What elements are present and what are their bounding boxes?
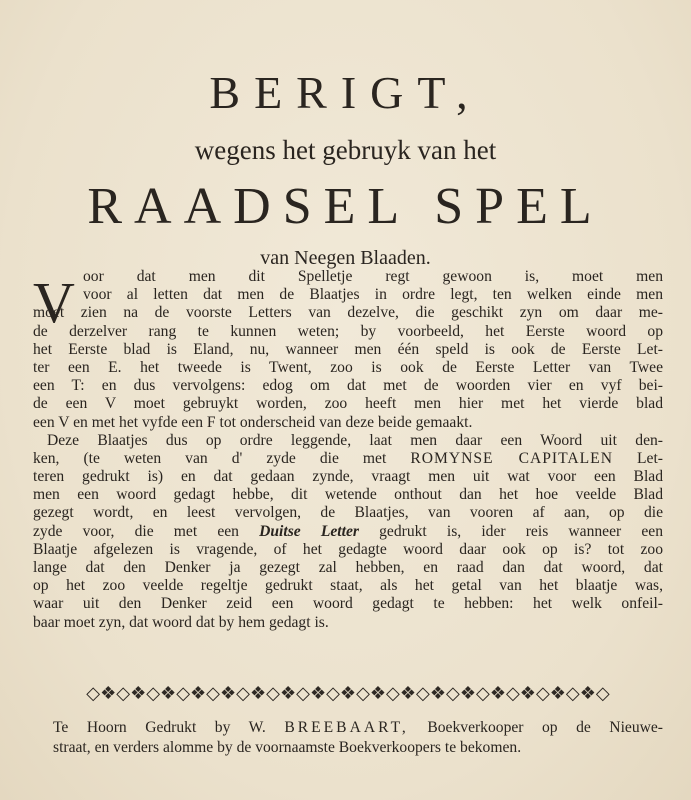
text-line: lange dat den Denker ja gezegt zal hebben, en raad dan dat woord, dat [33, 559, 663, 576]
text-line: baar moet zyn, dat woord dat by hem gedagt is. [33, 613, 329, 631]
main-title: RAADSEL SPEL [87, 178, 604, 235]
text-line [33, 450, 663, 468]
text-line: waar uit den Denker zeid een woord gedagt te hebben: het welk onfeil- [33, 595, 663, 613]
text-line: de een V moet gebruykt worden, zoo heeft men hier met het vierde blad [33, 395, 663, 413]
document-title: BERIGT, [209, 67, 482, 118]
text-fragment: gedrukt is, ider reis wanneer een [379, 522, 664, 540]
blackletter-text: Duitse Letter [259, 522, 359, 540]
text-fragment: Boekverkooper op de Nieuwe- [427, 719, 663, 736]
text-line: Blaatje afgelezen is vragende, of het gedagte woord daar ook op is? tot zoo [33, 540, 663, 558]
text-line: een T: en dus vervolgens: edog om dat met de woorden vier en vyf bei- [33, 377, 663, 395]
text-line: gezegt wordt, en leest vervolgen, de Blaatjes, van vooren af aan, op die [33, 504, 663, 522]
text-fragment: ken, (te weten van d' zyde die met [33, 449, 387, 467]
text-fragment: zyde voor, die met een [33, 522, 239, 540]
text-line: moet zien na de voorste Letters van dezelve, die geschikt zyn om daar me- [33, 304, 663, 322]
text-line: een V en met het vyfde een F tot onderscheid van deze beide gemaakt. [33, 413, 473, 431]
text-line: teren gedrukt is) en dat gedaan zynde, vraagt men uit wat voor een Blad [33, 468, 663, 486]
text-line: het Eerste blad is Eland, nu, wanneer men één speld is ook de Eerste Let- [33, 340, 663, 358]
ornament-divider: ◇❖◇❖◇❖◇❖◇❖◇❖◇❖◇❖◇❖◇❖◇❖◇❖◇❖◇❖◇❖◇❖◇❖◇ [86, 683, 610, 703]
text-line: de derzelver rang te kunnen weten; by voorbeeld, het Eerste woord op [33, 322, 663, 340]
text-line: Deze Blaatjes dus op ordre leggende, laat men daar een Woord uit den- [47, 431, 663, 449]
text-line: oor dat men dit Spelletje regt gewoon is, moet men [83, 268, 663, 285]
text-line [33, 523, 663, 541]
body-text [33, 268, 663, 632]
drop-cap: V [33, 270, 75, 335]
imprint-line [33, 718, 663, 738]
secondary-subtitle: van Neegen Blaaden. [260, 247, 431, 269]
text-fragment: Let- [637, 449, 663, 467]
roman-capitals-text: ROMYNSE CAPITALEN [410, 449, 613, 467]
text-line: men een woord gedagt hebbe, dit wetende onthout dan het hoe veelde Blad [33, 486, 663, 504]
printer-name: BREEBAART, [284, 719, 409, 736]
text-line: ter een E. het tweede is Twent, zoo is ook de Eerste Letter van Twee [33, 358, 663, 376]
text-line: voor al letten dat men de Blaatjes in ordre legt, ten welken einde men [83, 286, 663, 304]
imprint-line: straat, en verders alomme by de voornaamste Boekverkoopers te bekomen. [53, 739, 522, 756]
imprint [33, 718, 663, 758]
text-fragment: Te Hoorn Gedrukt by W. [53, 719, 266, 736]
text-line: op het zoo veelde regeltje gedrukt staat, als het getal van het blaatje was, [33, 577, 663, 595]
document-subtitle: wegens het gebruyk van het [194, 135, 497, 165]
